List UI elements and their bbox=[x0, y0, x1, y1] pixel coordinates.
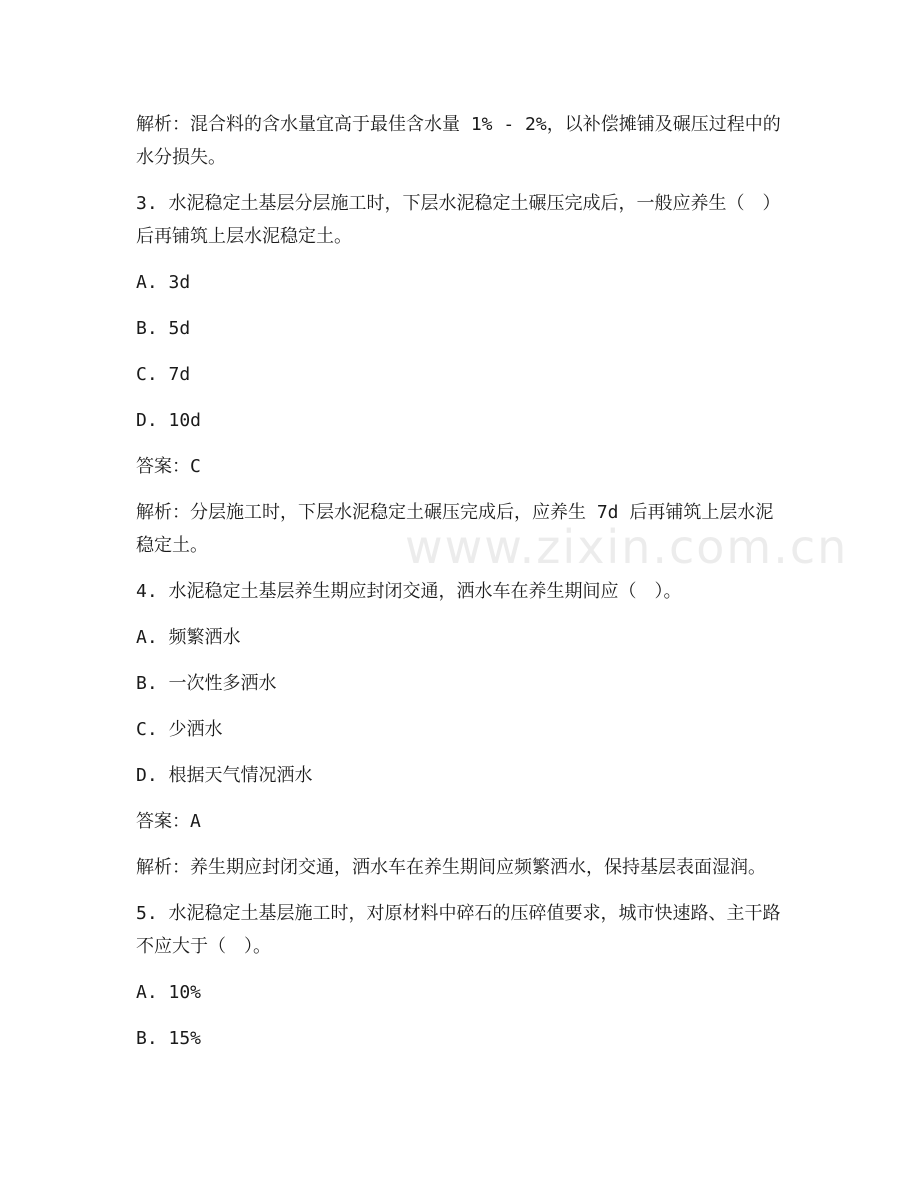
q4-option-c: C. 少洒水 bbox=[136, 719, 223, 740]
q4-explanation: 解析：养生期应封闭交通，洒水车在养生期间应频繁洒水，保持基层表面湿润。 bbox=[136, 857, 766, 878]
question-3: 3. 水泥稳定土基层分层施工时，下层水泥稳定土碾压完成后，一般应养生（ ）后再铺筑上层水泥稳定土。 bbox=[136, 193, 781, 247]
q5-option-b: B. 15% bbox=[136, 1028, 202, 1049]
q3-option-a: A. 3d bbox=[136, 272, 191, 293]
question-4: 4. 水泥稳定土基层养生期应封闭交通，洒水车在养生期间应（ ）。 bbox=[136, 581, 682, 602]
q3-answer: 答案：C bbox=[136, 456, 201, 477]
question-5: 5. 水泥稳定土基层施工时，对原材料中碎石的压碎值要求，城市快速路、主干路不应大于（ ）。 bbox=[136, 903, 781, 957]
q4-answer: 答案：A bbox=[136, 811, 201, 832]
q3-explanation: 解析：分层施工时，下层水泥稳定土碾压完成后，应养生 7d 后再铺筑上层水泥稳定土。 bbox=[136, 502, 774, 556]
q4-option-d: D. 根据天气情况洒水 bbox=[136, 765, 313, 786]
q3-option-d: D. 10d bbox=[136, 410, 202, 431]
q3-option-b: B. 5d bbox=[136, 318, 191, 339]
q3-option-c: C. 7d bbox=[136, 364, 191, 385]
q4-option-b: B. 一次性多洒水 bbox=[136, 673, 277, 694]
document-body bbox=[136, 108, 786, 1068]
explanation-q2: 解析：混合料的含水量宜高于最佳含水量 1% - 2%，以补偿摊铺及碾压过程中的水分损失。 bbox=[136, 114, 781, 168]
q5-option-a: A. 10% bbox=[136, 982, 202, 1003]
watermark: www.zixin.com.cn bbox=[405, 520, 849, 574]
q4-option-a: A. 频繁洒水 bbox=[136, 627, 241, 648]
